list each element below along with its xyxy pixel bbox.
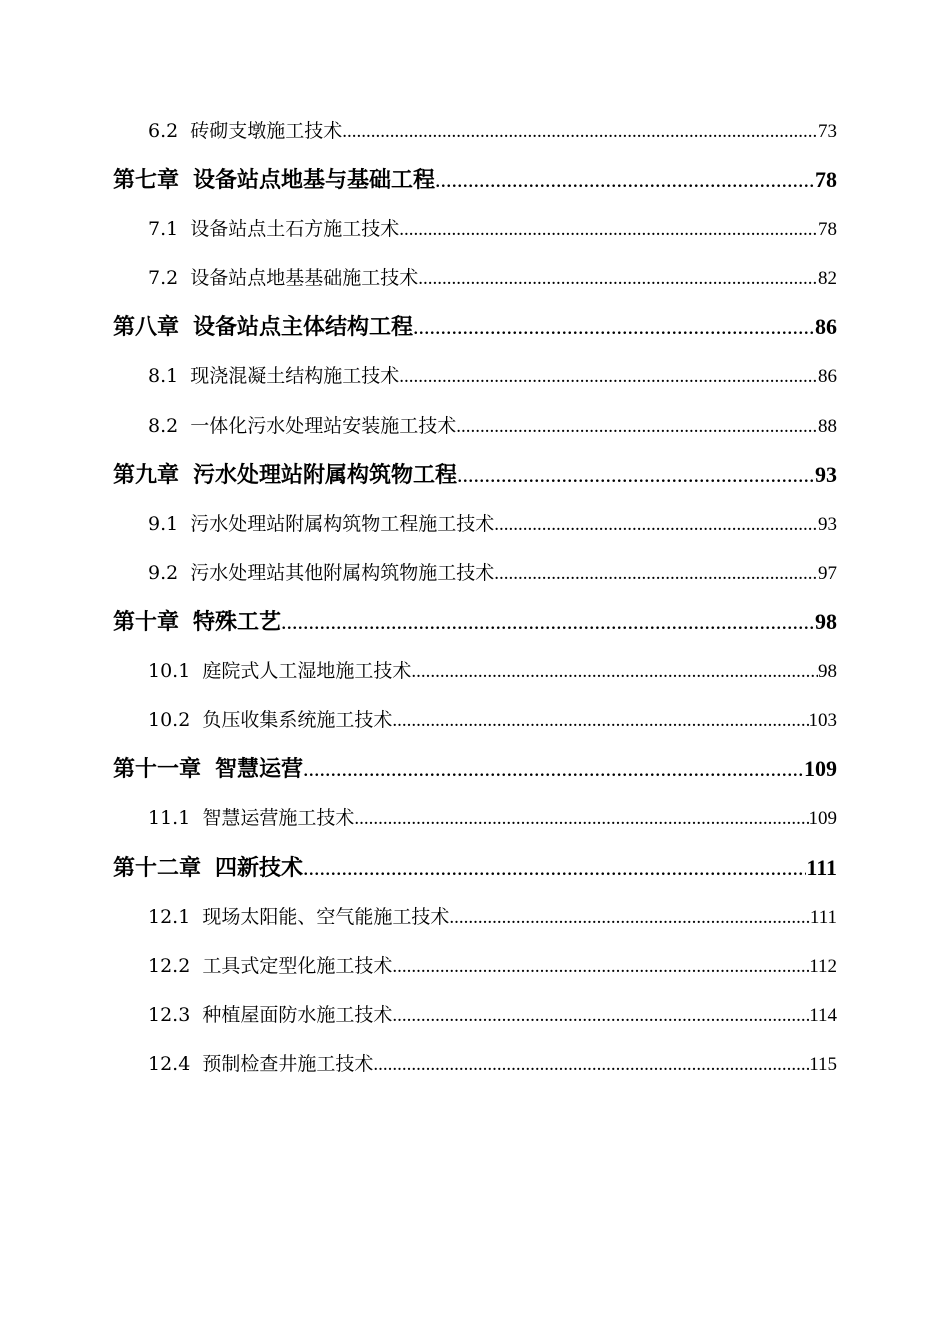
toc-entry-section[interactable] — [148, 114, 837, 148]
page-number: 97 — [818, 563, 837, 584]
dot-leader — [392, 950, 809, 983]
page-number: 93 — [818, 514, 837, 535]
toc-entry-section[interactable] — [148, 703, 837, 737]
dot-leader — [457, 458, 815, 492]
page-number: 93 — [815, 462, 837, 487]
section-title: 设备站点土石方施工技术 — [190, 218, 400, 240]
chapter-title: 设备站点主体结构工程 — [193, 315, 414, 340]
page-number: 112 — [809, 956, 837, 977]
toc-entry-chapter[interactable] — [113, 605, 837, 639]
dot-leader — [342, 115, 818, 148]
section-number: 10.2 — [148, 709, 191, 731]
section-title: 污水处理站附属构筑物工程施工技术 — [190, 513, 495, 535]
section-number: 12.2 — [148, 955, 191, 977]
page-number: 109 — [808, 808, 837, 829]
page-number: 111 — [809, 907, 837, 928]
dot-leader — [303, 752, 804, 786]
section-title: 庭院式人工湿地施工技术 — [202, 660, 412, 682]
section-title: 砖砌支墩施工技术 — [190, 120, 343, 142]
chapter-number: 第十章 — [113, 610, 180, 635]
page-number: 115 — [809, 1054, 837, 1075]
section-number: 7.2 — [148, 267, 179, 289]
chapter-title: 特殊工艺 — [193, 610, 282, 635]
chapter-title: 设备站点地基与基础工程 — [193, 168, 436, 193]
chapter-title: 智慧运营 — [215, 757, 304, 782]
toc-entry-section[interactable] — [148, 507, 837, 541]
toc-entry-section[interactable] — [148, 949, 837, 983]
page-number: 98 — [818, 661, 837, 682]
section-title: 污水处理站其他附属构筑物施工技术 — [190, 562, 495, 584]
section-title: 设备站点地基基础施工技术 — [190, 267, 419, 289]
toc-entry-section[interactable] — [148, 1047, 837, 1081]
page-number: 82 — [818, 268, 837, 289]
chapter-number: 第七章 — [113, 168, 180, 193]
section-number: 12.1 — [148, 906, 191, 928]
toc-entry-chapter[interactable] — [113, 458, 837, 492]
dot-leader — [392, 999, 809, 1032]
toc-entry-chapter[interactable] — [113, 752, 837, 786]
page-number: 86 — [818, 366, 837, 387]
section-number: 8.1 — [148, 365, 179, 387]
page-number: 78 — [818, 219, 837, 240]
section-title: 工具式定型化施工技术 — [202, 955, 393, 977]
toc-entry-section[interactable] — [148, 212, 837, 246]
section-title: 预制检查井施工技术 — [202, 1053, 374, 1075]
dot-leader — [281, 605, 815, 639]
page-number: 73 — [818, 121, 837, 142]
dot-leader — [435, 163, 815, 197]
page-number: 98 — [815, 609, 837, 634]
toc-entry-section[interactable] — [148, 409, 837, 443]
dot-leader — [418, 262, 818, 295]
section-number: 8.2 — [148, 415, 179, 437]
dot-leader — [303, 851, 806, 885]
page-number: 111 — [806, 855, 837, 880]
section-title: 种植屋面防水施工技术 — [202, 1004, 393, 1026]
chapter-number: 第九章 — [113, 463, 180, 488]
dot-leader — [411, 655, 818, 688]
section-number: 12.4 — [148, 1053, 191, 1075]
dot-leader — [399, 360, 818, 393]
chapter-title: 污水处理站附属构筑物工程 — [193, 463, 458, 488]
page-number: 86 — [815, 314, 837, 339]
section-number: 12.3 — [148, 1004, 191, 1026]
dot-leader — [392, 704, 808, 737]
toc-entry-chapter[interactable] — [113, 163, 837, 197]
dot-leader — [373, 1048, 809, 1081]
page-number: 114 — [809, 1005, 837, 1026]
page-number: 109 — [804, 756, 837, 781]
chapter-title: 四新技术 — [215, 856, 304, 881]
dot-leader — [354, 802, 808, 835]
section-title: 现浇混凝土结构施工技术 — [190, 365, 400, 387]
chapter-number: 第十二章 — [113, 856, 202, 881]
chapter-number: 第八章 — [113, 315, 180, 340]
dot-leader — [413, 310, 815, 344]
chapter-number: 第十一章 — [113, 757, 202, 782]
toc-entry-section[interactable] — [148, 556, 837, 590]
section-number: 7.1 — [148, 218, 179, 240]
dot-leader — [449, 901, 810, 934]
section-title: 一体化污水处理站安装施工技术 — [190, 415, 457, 437]
dot-leader — [456, 410, 818, 443]
section-title: 智慧运营施工技术 — [202, 807, 355, 829]
section-number: 11.1 — [148, 807, 191, 829]
dot-leader — [494, 557, 818, 590]
section-title: 负压收集系统施工技术 — [202, 709, 393, 731]
toc-entry-section[interactable] — [148, 900, 837, 934]
section-title: 现场太阳能、空气能施工技术 — [202, 906, 450, 928]
section-number: 9.1 — [148, 513, 179, 535]
section-number: 9.2 — [148, 562, 179, 584]
toc-entry-section[interactable] — [148, 654, 837, 688]
dot-leader — [494, 508, 818, 541]
section-number: 6.2 — [148, 120, 179, 142]
page-number: 78 — [815, 167, 837, 192]
page-number: 88 — [818, 416, 837, 437]
toc-entry-chapter[interactable] — [113, 851, 837, 885]
toc-entry-section[interactable] — [148, 801, 837, 835]
toc-entry-section[interactable] — [148, 359, 837, 393]
page-number: 103 — [808, 710, 837, 731]
dot-leader — [399, 213, 818, 246]
toc-entry-section[interactable] — [148, 998, 837, 1032]
toc-entry-chapter[interactable] — [113, 310, 837, 344]
section-number: 10.1 — [148, 660, 191, 682]
toc-entry-section[interactable] — [148, 261, 837, 295]
